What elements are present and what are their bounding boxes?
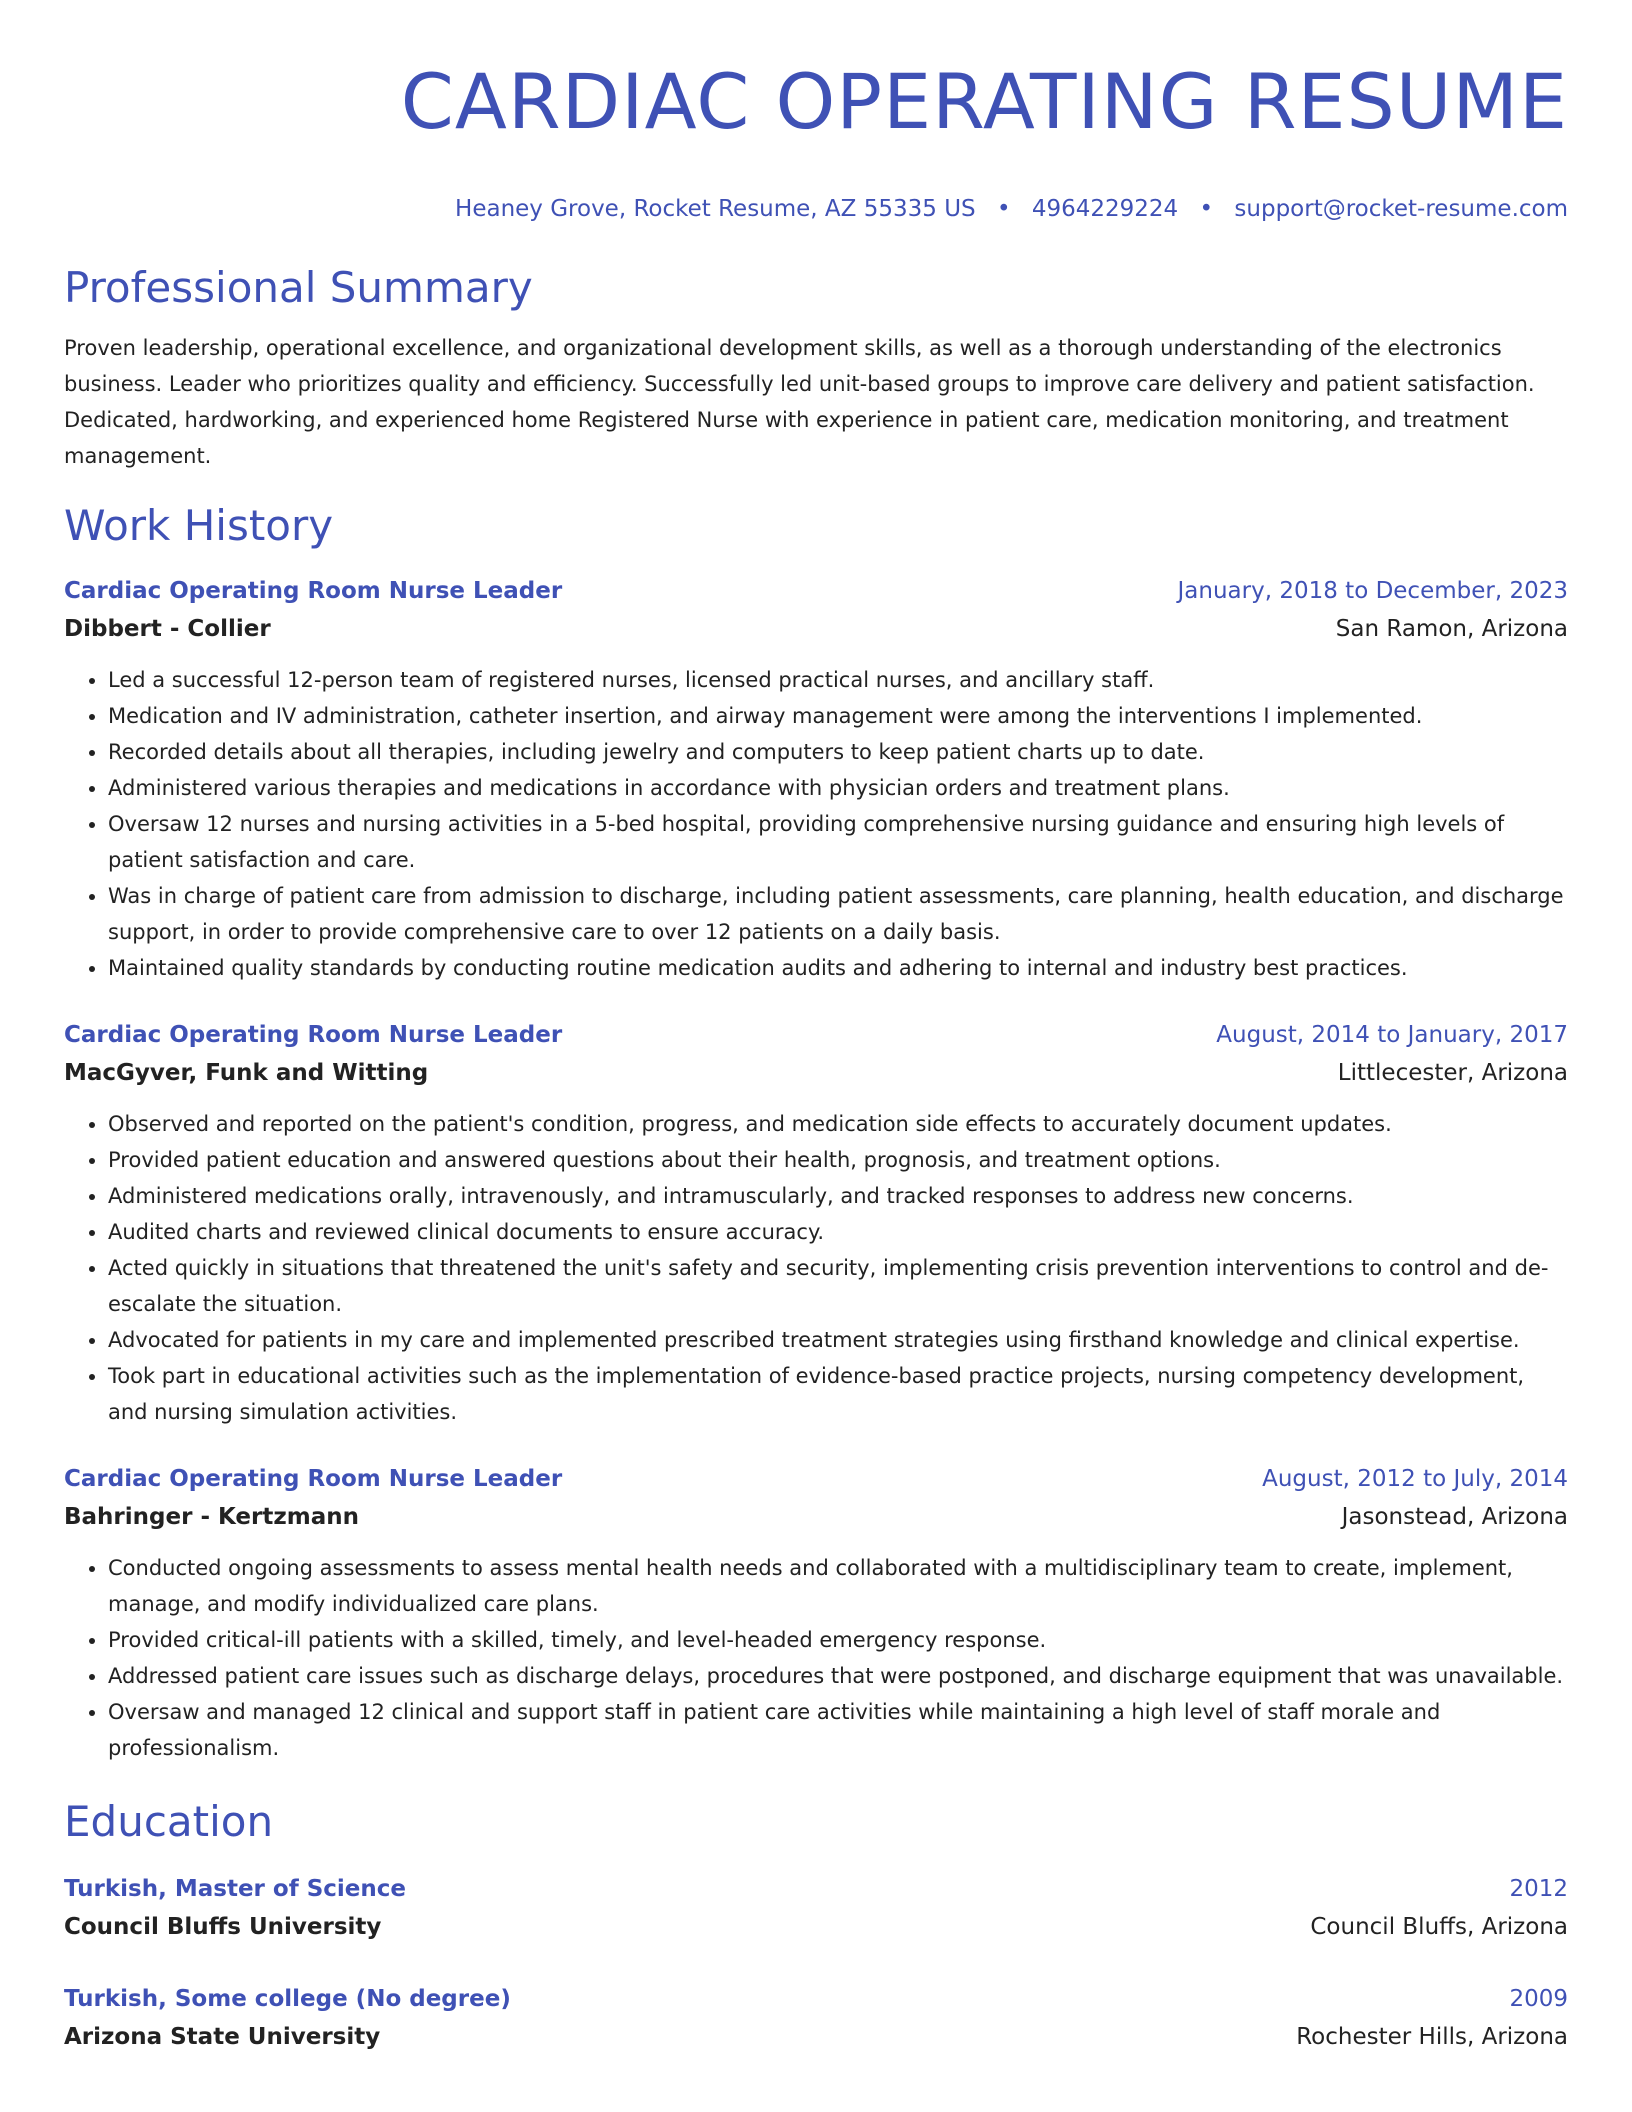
education-school-row	[64, 2018, 1568, 2056]
summary-text: Proven leadership, operational excellence, and organizational development skills, as well as a thorough understanding of the electronics business. Leader who prioritizes quality and efficiency. Successfully led unit-based groups to improve care delivery and patient satisfaction. Dedicated, hardworking, and experienced home Registered Nurse with experience in patient care, medication monitoring, and treatment management.	[64, 336, 1535, 468]
job-dates: August, 2014 to January, 2017	[1216, 1022, 1568, 1048]
job-bullet: • Audited charts and reviewed clinical documents to ensure accuracy.	[108, 1214, 1568, 1250]
job-dates: January, 2018 to December, 2023	[1177, 578, 1568, 604]
education-location: Rochester Hills, Arizona	[1296, 2024, 1568, 2050]
education-location: Council Bluffs, Arizona	[1310, 1914, 1568, 1940]
contact-line	[64, 194, 1568, 224]
contact-phone: 4964229224	[1031, 196, 1179, 222]
contact-address: Heaney Grove, Rocket Resume, AZ 55335 US	[455, 196, 976, 222]
resume-header	[64, 52, 1568, 224]
education-degree: Turkish, Some college (No degree)	[64, 1986, 511, 2012]
job-role: Cardiac Operating Room Nurse Leader	[64, 1466, 563, 1492]
education-degree: Turkish, Master of Science	[64, 1876, 407, 1902]
job-bullets	[64, 1106, 1568, 1430]
education-heading: Education	[64, 1797, 274, 1846]
work-history-heading: Work History	[64, 501, 334, 550]
contact-separator: •	[1199, 196, 1214, 222]
job-dates: August, 2012 to July, 2014	[1262, 1466, 1568, 1492]
job-bullet: • Recorded details about all therapies, including jewelry and computers to keep patient charts up to date.	[108, 734, 1568, 770]
job-bullet: • Medication and IV administration, catheter insertion, and airway management were among the interventions I implemented.	[108, 698, 1568, 734]
job-bullet: • Administered medications orally, intravenously, and intramuscularly, and tracked responses to address new concerns.	[108, 1178, 1568, 1214]
job-bullet: • Maintained quality standards by conducting routine medication audits and adhering to internal and industry best practices.	[108, 950, 1568, 986]
job-company: Bahringer - Kertzmann	[64, 1504, 359, 1530]
work-history-section	[64, 500, 1568, 1766]
job-bullet: • Administered various therapies and medications in accordance with physician orders and treatment plans.	[108, 770, 1568, 806]
job-company-row	[64, 610, 1568, 648]
job-company-row	[64, 1054, 1568, 1092]
education-school: Council Bluffs University	[64, 1914, 382, 1940]
resume-title: CARDIAC OPERATING RESUME	[400, 57, 1568, 146]
contact-email: support@rocket-resume.com	[1234, 196, 1568, 222]
job-bullet: • Oversaw and managed 12 clinical and support staff in patient care activities while maintaining a high level of staff morale and professionalism.	[108, 1694, 1568, 1766]
job-bullet: • Conducted ongoing assessments to assess mental health needs and collaborated with a multidisciplinary team to create, implement, manage, and modify individualized care plans.	[108, 1550, 1568, 1622]
education-school: Arizona State University	[64, 2024, 381, 2050]
job-bullets	[64, 1550, 1568, 1766]
education-degree-row	[64, 1870, 1568, 1908]
job-location: Jasonstead, Arizona	[1341, 1504, 1568, 1530]
job-role: Cardiac Operating Room Nurse Leader	[64, 1022, 563, 1048]
job-company: MacGyver, Funk and Witting	[64, 1060, 429, 1086]
job-bullets	[64, 662, 1568, 986]
job-bullet: • Provided critical-ill patients with a skilled, timely, and level-headed emergency response.	[108, 1622, 1568, 1658]
education-entry	[64, 1870, 1568, 1946]
job-role-row	[64, 1016, 1568, 1054]
job-company-row	[64, 1498, 1568, 1536]
education-section	[64, 1796, 1568, 2056]
job-bullet: • Acted quickly in situations that threatened the unit's safety and security, implementing crisis prevention interventions to control and de-escalate the situation.	[108, 1250, 1568, 1322]
job-bullet: • Provided patient education and answered questions about their health, prognosis, and treatment options.	[108, 1142, 1568, 1178]
job-bullet: • Observed and reported on the patient's condition, progress, and medication side effects to accurately document updates.	[108, 1106, 1568, 1142]
education-year: 2012	[1509, 1876, 1568, 1902]
job-bullet: • Took part in educational activities such as the implementation of evidence-based practice projects, nursing competency development, and nursing simulation activities.	[108, 1358, 1568, 1430]
job-location: San Ramon, Arizona	[1335, 616, 1568, 642]
job-entry	[64, 1016, 1568, 1430]
job-role: Cardiac Operating Room Nurse Leader	[64, 578, 563, 604]
education-entry	[64, 1980, 1568, 2056]
education-school-row	[64, 1908, 1568, 1946]
job-bullet: • Led a successful 12-person team of registered nurses, licensed practical nurses, and ancillary staff.	[108, 662, 1568, 698]
job-bullet: • Advocated for patients in my care and implemented prescribed treatment strategies using firsthand knowledge and clinical expertise.	[108, 1322, 1568, 1358]
job-bullet: • Addressed patient care issues such as discharge delays, procedures that were postponed, and discharge equipment that was unavailable.	[108, 1658, 1568, 1694]
education-degree-row	[64, 1980, 1568, 2018]
job-role-row	[64, 1460, 1568, 1498]
summary-section	[64, 262, 1568, 474]
education-year: 2009	[1509, 1986, 1568, 2012]
job-bullet: • Was in charge of patient care from admission to discharge, including patient assessments, care planning, health education, and discharge support, in order to provide comprehensive care to over 12 patients on a daily basis.	[108, 878, 1568, 950]
summary-heading: Professional Summary	[64, 263, 533, 312]
job-bullet: • Oversaw 12 nurses and nursing activities in a 5-bed hospital, providing comprehensive nursing guidance and ensuring high levels of patient satisfaction and care.	[108, 806, 1568, 878]
job-company: Dibbert - Collier	[64, 616, 271, 642]
job-entry	[64, 572, 1568, 986]
job-location: Littlecester, Arizona	[1337, 1060, 1568, 1086]
job-entry	[64, 1460, 1568, 1766]
job-role-row	[64, 572, 1568, 610]
contact-separator: •	[996, 196, 1011, 222]
